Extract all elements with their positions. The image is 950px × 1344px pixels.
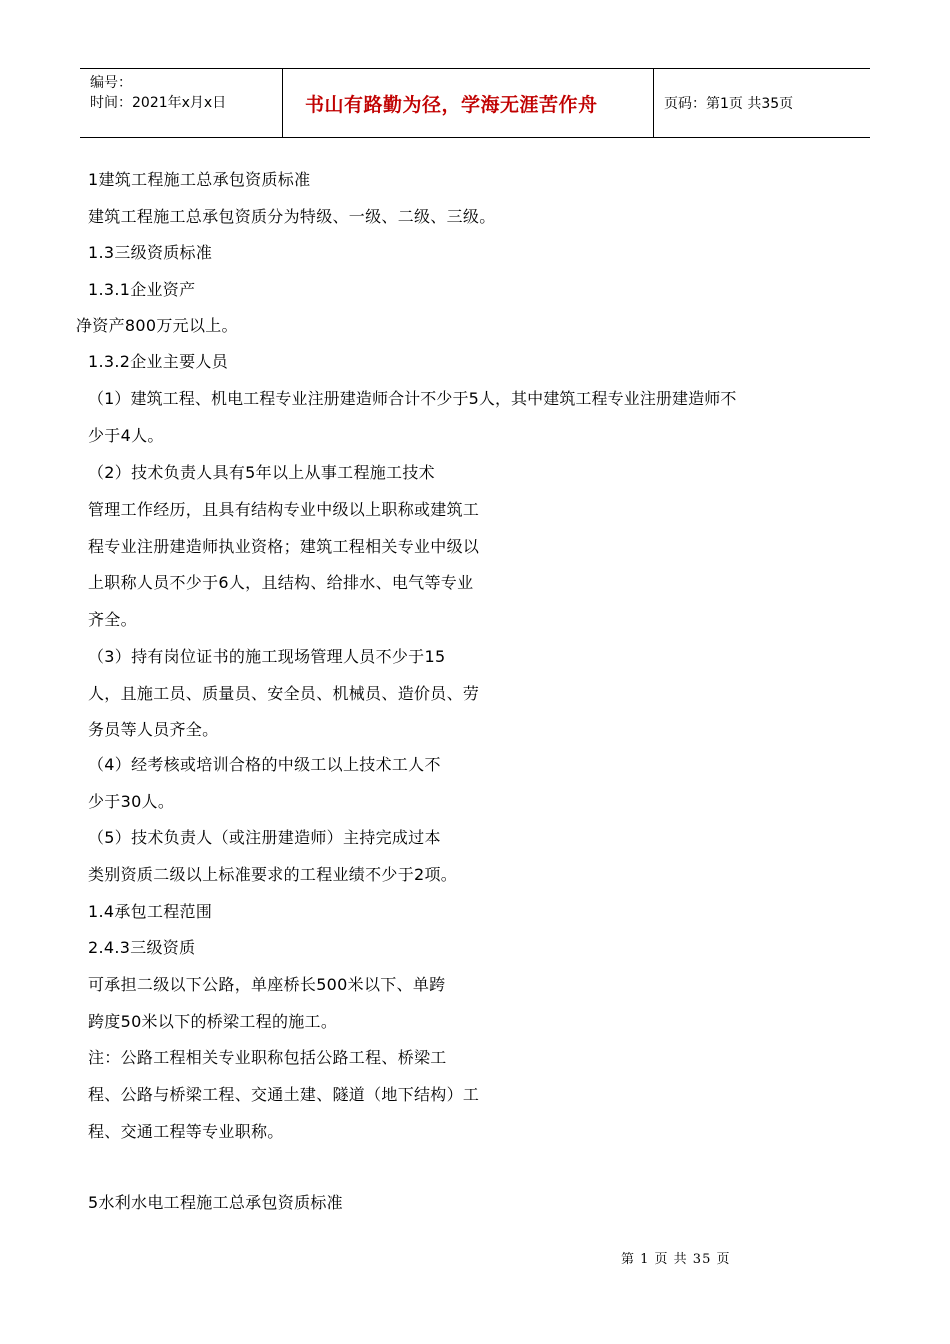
body-paragraph: （1）建筑工程、机电工程专业注册建造师合计不少于5人，其中建筑工程专业注册建造师不 <box>88 389 737 408</box>
body-paragraph: 建筑工程施工总承包资质分为特级、一级、二级、三级。 <box>88 207 496 226</box>
section-heading: 1建筑工程施工总承包资质标准 <box>88 170 311 189</box>
body-paragraph: 可承担二级以下公路，单座桥长500米以下、单跨 <box>88 975 446 994</box>
section-heading: 5水利水电工程施工总承包资质标准 <box>88 1193 343 1212</box>
header-motto: 书山有路勤为径，学海无涯苦作舟 <box>305 93 598 116</box>
document-date-label: 时间：2021年x月x日 <box>90 95 227 111</box>
body-paragraph: 上职称人员不少于6人，且结构、给排水、电气等专业 <box>88 573 474 592</box>
body-paragraph: 类别资质二级以上标准要求的工程业绩不少于2项。 <box>88 865 458 884</box>
body-paragraph: 管理工作经历，且具有结构专业中级以上职称或建筑工 <box>88 500 480 519</box>
document-header <box>80 68 870 138</box>
body-paragraph: 净资产800万元以上。 <box>76 316 238 335</box>
document-number-label: 编号： <box>90 75 132 91</box>
body-paragraph: （4）经考核或培训合格的中级工以上技术工人不 <box>88 755 441 774</box>
header-page-info: 页码：第1页 共35页 <box>664 96 794 112</box>
body-paragraph: （5）技术负责人（或注册建造师）主持完成过本 <box>88 828 441 847</box>
body-paragraph: 少于30人。 <box>88 792 175 811</box>
body-paragraph: （3）持有岗位证书的施工现场管理人员不少于15 <box>88 647 446 666</box>
section-heading: 2.4.3三级资质 <box>88 938 196 957</box>
body-paragraph: 人，且施工员、质量员、安全员、机械员、造价员、劳 <box>88 684 480 703</box>
body-paragraph: 少于4人。 <box>88 426 164 445</box>
body-paragraph: 程专业注册建造师执业资格；建筑工程相关专业中级以 <box>88 537 480 556</box>
section-heading: 1.3三级资质标准 <box>88 243 213 262</box>
section-heading: 1.4承包工程范围 <box>88 902 213 921</box>
body-paragraph: 务员等人员齐全。 <box>88 720 219 739</box>
header-motto-cell <box>283 69 654 137</box>
header-page-cell <box>654 69 870 137</box>
section-heading: 1.3.2企业主要人员 <box>88 352 229 371</box>
header-meta-cell <box>80 69 283 137</box>
body-paragraph: （2）技术负责人具有5年以上从事工程施工技术 <box>88 463 435 482</box>
body-paragraph: 注：公路工程相关专业职称包括公路工程、桥梁工 <box>88 1048 447 1067</box>
body-paragraph: 程、公路与桥梁工程、交通土建、隧道（地下结构）工 <box>88 1085 480 1104</box>
body-paragraph: 跨度50米以下的桥梁工程的施工。 <box>88 1012 338 1031</box>
body-paragraph: 程、交通工程等专业职称。 <box>88 1122 284 1141</box>
page-footer: 第 1 页 共 35 页 <box>621 1252 731 1267</box>
body-paragraph: 齐全。 <box>88 610 137 629</box>
section-heading: 1.3.1企业资产 <box>88 280 196 299</box>
